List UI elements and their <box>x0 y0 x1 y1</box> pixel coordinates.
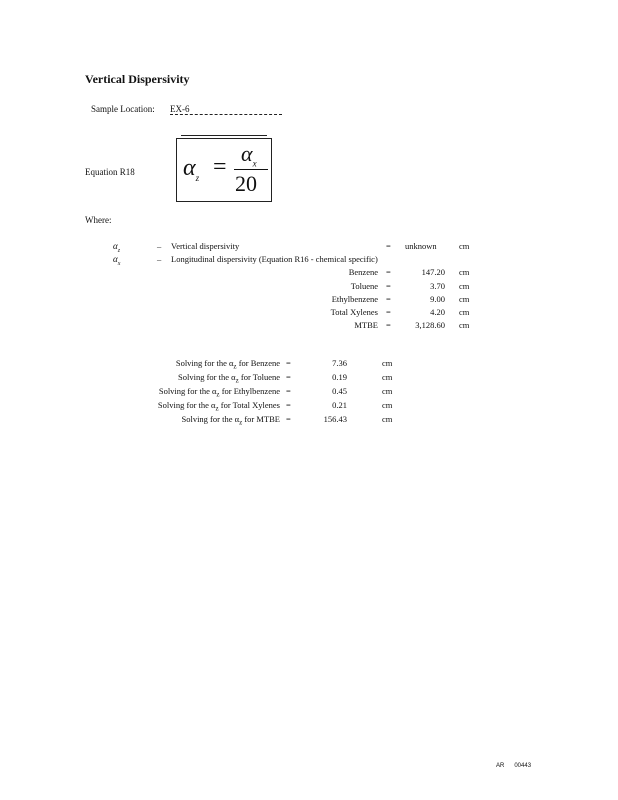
definition-value: unknown <box>405 241 437 251</box>
definition-symbol-sub: x <box>117 260 121 267</box>
solving-unit: cm <box>382 358 393 368</box>
solving-label <box>110 358 280 371</box>
chemical-name: MTBE <box>354 320 378 330</box>
definition-symbol-text: α <box>113 241 118 251</box>
solving-prefix: Solving for the α <box>175 358 234 368</box>
solving-sub: z <box>216 390 220 399</box>
solving-suffix: for MTBE <box>242 414 280 424</box>
chemical-unit: cm <box>459 307 470 317</box>
equation-numerator <box>241 141 257 168</box>
solving-label <box>110 414 280 427</box>
solving-sub: z <box>233 362 237 371</box>
chemical-value: 9.00 <box>430 294 445 304</box>
page-footer <box>496 763 531 769</box>
chemical-value: 147.20 <box>421 267 445 277</box>
solving-sub: z <box>239 418 243 427</box>
equation-box <box>176 138 272 202</box>
equation-lhs <box>183 155 199 183</box>
footer-prefix: AR <box>496 763 505 769</box>
solving-value: 0.21 <box>332 400 347 410</box>
page-title: Vertical Dispersivity <box>85 72 190 86</box>
chemical-unit: cm <box>459 320 470 330</box>
chemical-name: Total Xylenes <box>330 307 378 317</box>
equation-label: Equation R18 <box>85 167 135 177</box>
solving-suffix: for Benzene <box>236 358 280 368</box>
solving-equals: = <box>286 414 291 424</box>
sample-location-label: Sample Location: <box>91 104 155 114</box>
chemical-value: 3,128.60 <box>415 320 445 330</box>
solving-equals: = <box>286 386 291 396</box>
solving-value: 0.19 <box>332 372 347 382</box>
solving-equals: = <box>286 358 291 368</box>
solving-suffix: for Total Xylenes <box>218 400 280 410</box>
solving-suffix: for Toluene <box>238 372 280 382</box>
solving-label <box>110 400 280 413</box>
solving-prefix: Solving for the α <box>181 414 240 424</box>
equation-lhs-symbol: α <box>183 155 196 181</box>
solving-sub: z <box>235 376 239 385</box>
equation-box-top-rule <box>181 135 267 136</box>
chemical-equals: = <box>386 294 391 304</box>
definition-equals: = <box>386 241 391 251</box>
solving-value: 7.36 <box>332 358 347 368</box>
fraction-bar <box>234 169 268 170</box>
solving-unit: cm <box>382 372 393 382</box>
definition-text: Vertical dispersivity <box>171 241 240 251</box>
chemical-unit: cm <box>459 267 470 277</box>
solving-unit: cm <box>382 414 393 424</box>
solving-equals: = <box>286 400 291 410</box>
where-label: Where: <box>85 215 112 225</box>
equation-denominator: 20 <box>235 171 257 196</box>
solving-label <box>110 386 280 399</box>
chemical-unit: cm <box>459 294 470 304</box>
solving-value: 0.45 <box>332 386 347 396</box>
solving-value: 156.43 <box>323 414 347 424</box>
chemical-name: Toluene <box>350 281 378 291</box>
solving-unit: cm <box>382 400 393 410</box>
solving-label <box>110 372 280 385</box>
equation-numerator-sub: x <box>252 158 257 169</box>
definition-unit: cm <box>459 241 470 251</box>
chemical-unit: cm <box>459 281 470 291</box>
definition-dash: – <box>157 254 162 264</box>
chemical-name: Ethylbenzene <box>331 294 378 304</box>
equation-numerator-symbol: α <box>241 141 253 166</box>
equation-equals: = <box>213 154 227 180</box>
definition-symbol-sub: z <box>117 247 121 254</box>
footer-page-number: 00443 <box>514 763 532 769</box>
definition-dash: – <box>157 241 162 251</box>
chemical-equals: = <box>386 307 391 317</box>
chemical-equals: = <box>386 281 391 291</box>
solving-prefix: Solving for the α <box>157 400 216 410</box>
solving-sub: z <box>215 404 219 413</box>
chemical-equals: = <box>386 267 391 277</box>
chemical-value: 4.20 <box>430 307 445 317</box>
definition-symbol-text: α <box>113 254 118 264</box>
solving-equals: = <box>286 372 291 382</box>
solving-prefix: Solving for the α <box>178 372 236 382</box>
equation-lhs-sub: z <box>195 172 200 183</box>
definition-symbol-alpha-x <box>113 254 120 267</box>
chemical-name: Benzene <box>348 267 378 277</box>
definition-text: Longitudinal dispersivity (Equation R16 - chemical specific) <box>171 254 378 264</box>
solving-suffix: for Ethylbenzene <box>219 386 280 396</box>
solving-unit: cm <box>382 386 393 396</box>
solving-prefix: Solving for the α <box>158 386 217 396</box>
definition-symbol-alpha-z <box>113 241 120 254</box>
chemical-value: 3.70 <box>430 281 445 291</box>
sample-location-value: EX-6 <box>170 104 282 115</box>
chemical-equals: = <box>386 320 391 330</box>
